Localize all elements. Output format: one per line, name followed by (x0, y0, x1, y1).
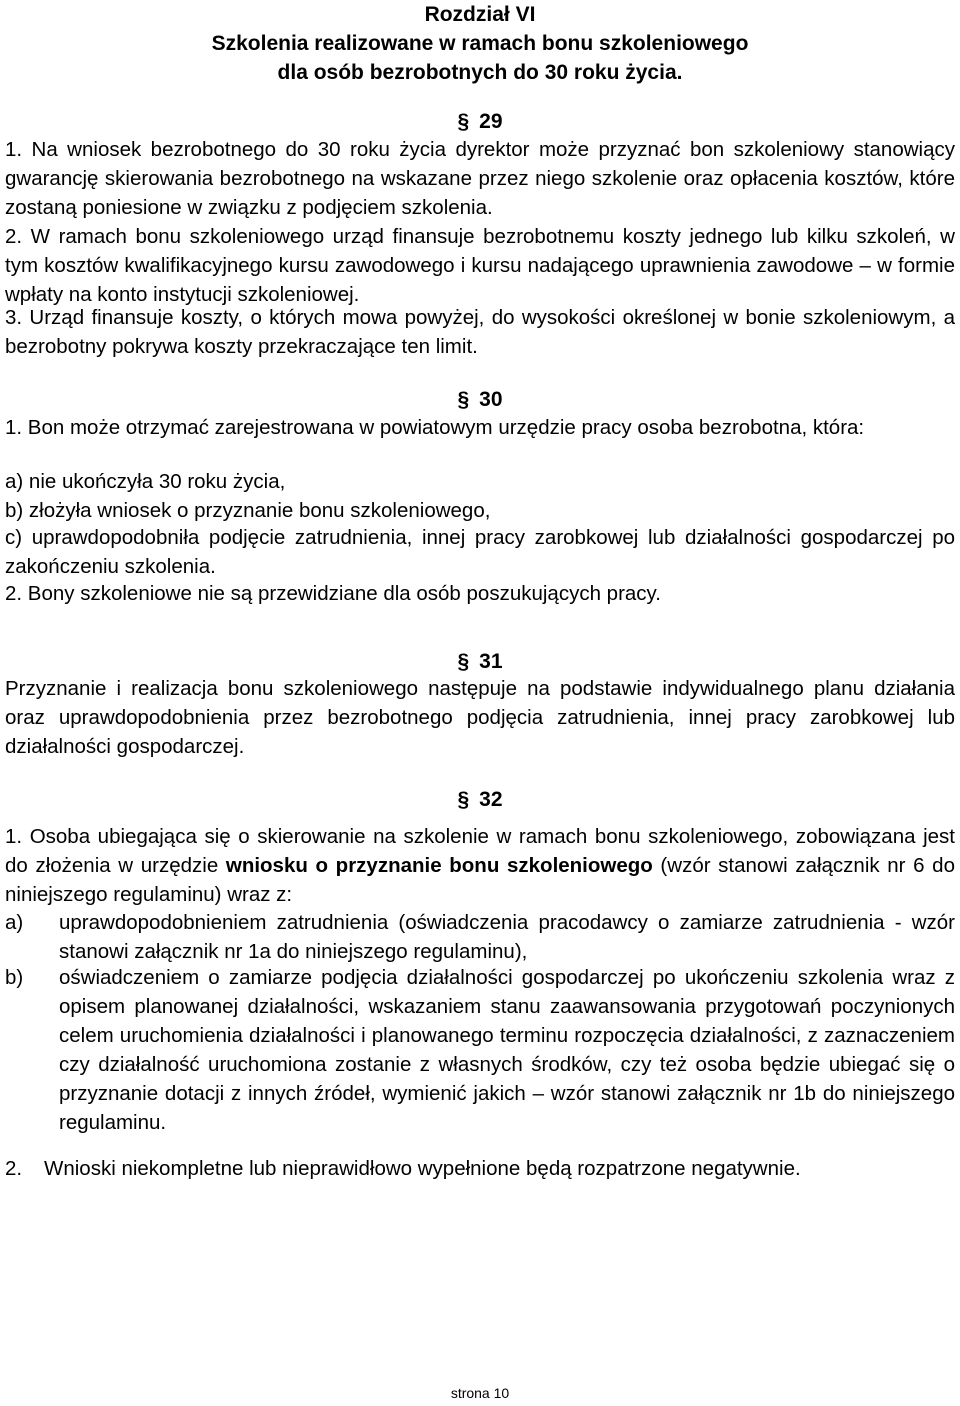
paragraph-30-2: 2. Bony szkoleniowe nie są przewidziane dla osób poszukujących pracy. (5, 582, 661, 605)
paragraph-29-3: 3. Urząd finansuje koszty, o których mowa powyżej, do wysokości określonej w bonie szkoleniowym, a bezrobotny pokrywa koszty przekraczające ten limit. (5, 306, 955, 358)
section-heading-32 (0, 786, 960, 814)
list-label-32-b: b) (5, 966, 24, 989)
paragraph-32-2: Wnioski niekompletne lub nieprawidłowo wypełnione będą rozpatrzone negatywnie. (44, 1157, 801, 1180)
list-item-32-b: oświadczeniem o zamiarze podjęcia działalności gospodarczej po ukończeniu szkolenia wraz z opisem planowanej działalności, wskazaniem stanu zaawansowania przygotowań poczynionych celem uruchomienia działalności i planowanego terminu rozpoczęcia działalności, z zaznaczeniem czy działalność uruchomiona zostanie z własnych środków, czy też osoba będzie ubiegać się o przyznanie dotacji z innych źródeł, wymienić jakich – wzór stanowi załącznik nr 1b do niniejszego regulaminu. (59, 966, 955, 1134)
section-number: 30 (479, 388, 503, 411)
section-heading-29 (0, 108, 960, 136)
list-item-30-b: b) złożyła wniosek o przyznanie bonu szkoleniowego, (5, 499, 491, 522)
section-number: 29 (479, 110, 503, 133)
section-number: 31 (479, 650, 503, 673)
list-item-32-a: uprawdopodobnieniem zatrudnienia (oświadczenia pracodawcy o zamiarze zatrudnienia - wzór stanowi załącznik nr 1a do niniejszego regulaminu), (59, 911, 955, 963)
list-item-30-a: a) nie ukończyła 30 roku życia, (5, 470, 286, 493)
paragraph-31: Przyznanie i realizacja bonu szkoleniowego następuje na podstawie indywidualnego planu działania oraz uprawdopodobnienia przez bezrobotnego podjęcia zatrudnienia, innej pracy zarobkowej lub działalności gospodarczej. (5, 677, 955, 758)
section-sign: § (457, 388, 470, 411)
list-label-32-a: a) (5, 911, 24, 934)
paragraph-30-1: 1. Bon może otrzymać zarejestrowana w powiatowym urzędzie pracy osoba bezrobotna, która: (5, 416, 865, 439)
paragraph-32-1 (5, 822, 955, 909)
paragraph-29-1: 1. Na wniosek bezrobotnego do 30 roku życia dyrektor może przyznać bon szkoleniowy stanowiący gwarancję skierowania bezrobotnego na wskazane przez niego szkolenie oraz opłacenia kosztów, które zostaną poniesione w związku z podjęciem szkolenia. (5, 138, 955, 219)
paragraph-32-1-bold: wniosku o przyznanie bonu szkoleniowego (225, 854, 653, 877)
paragraph-29-2: 2. W ramach bonu szkoleniowego urząd finansuje bezrobotnemu koszty jednego lub kilku szkoleń, w tym kosztów kwalifikacyjnego kursu zawodowego i kursu nadającego uprawnienia zawodowe – w formie wpłaty na konto instytucji szkoleniowej. (5, 225, 955, 306)
section-sign: § (457, 788, 470, 811)
paragraph-32-1-end: (wzór stanowi załącznik nr 6 do niniejszego regulaminu) wraz z: (5, 854, 955, 906)
section-heading-30 (0, 386, 960, 414)
section-heading-31 (0, 648, 960, 676)
section-sign: § (457, 650, 470, 673)
list-item-30-c: c) uprawdopodobniła podjęcie zatrudnienia, innej pracy zarobkowej lub działalności gospodarczej po zakończeniu szkolenia. (5, 526, 955, 578)
chapter-subtitle-line1: Szkolenia realizowane w ramach bonu szkoleniowego (211, 32, 749, 55)
list-label-32-2: 2. (5, 1157, 23, 1180)
chapter-title: Rozdział VI (424, 3, 536, 26)
paragraph-32-1-start: 1. Osoba ubiegająca się o skierowanie na szkolenie w ramach bonu szkoleniowego, zobowiązana jest do złożenia w urzędzie (5, 825, 955, 877)
section-number: 32 (479, 788, 503, 811)
page-number: strona 10 (450, 1385, 510, 1401)
chapter-subtitle-line2: dla osób bezrobotnych do 30 roku życia. (277, 61, 683, 84)
section-sign: § (457, 110, 470, 133)
